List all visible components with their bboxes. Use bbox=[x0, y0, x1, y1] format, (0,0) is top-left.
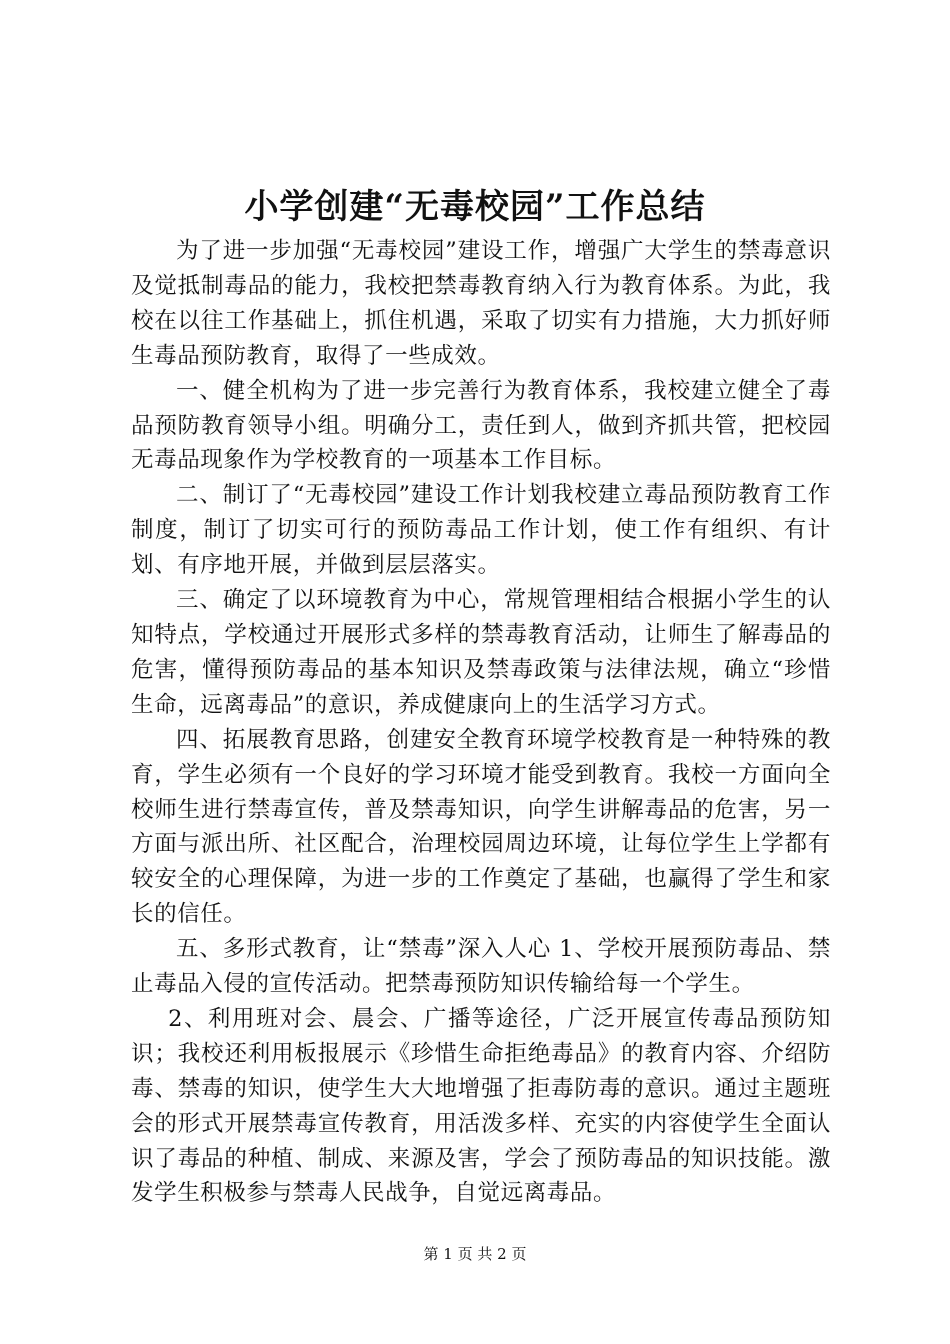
paragraph-section-4: 四、拓展教育思路，创建安全教育环境学校教育是一种特殊的教育，学生必须有一个良好的学习环境才能受到教育。我校一方面向全校师生进行禁毒宣传，普及禁毒知识，向学生讲解毒品的危害，另一方面与派出所、社区配合，治理校园周边环境，让每位学生上学都有较安全的心理保障，为进一步的工作奠定了基础，也赢得了学生和家长的信任。 bbox=[131, 726, 831, 928]
document-body bbox=[131, 234, 831, 1211]
document-title: 小学创建“无毒校园”工作总结 bbox=[244, 187, 706, 227]
page-footer: 第 1 页 共 2 页 bbox=[423, 1245, 527, 1263]
paragraph-intro: 为了进一步加强“无毒校园”建设工作，增强广大学生的禁毒意识及觉抵制毒品的能力，我校把禁毒教育纳入行为教育体系。为此，我校在以往工作基础上，抓住机遇，采取了切实有力措施，大力抓好师生毒品预防教育，取得了一些成效。 bbox=[131, 238, 831, 369]
paragraph-item-2: 2、利用班对会、晨会、广播等途径，广泛开展宣传毒品预防知识；我校还利用板报展示《珍惜生命拒绝毒品》的教育内容、介绍防毒、禁毒的知识，使学生大大地增强了拒毒防毒的意识。通过主题班会的形式开展禁毒宣传教育，用活泼多样、充实的内容使学生全面认识了毒品的种植、制成、来源及害，学会了预防毒品的知识技能。激发学生积极参与禁毒人民战争，自觉远离毒品。 bbox=[131, 1005, 831, 1207]
paragraph-section-1: 一、健全机构为了进一步完善行为教育体系，我校建立健全了毒品预防教育领导小组。明确分工，责任到人，做到齐抓共管，把校园无毒品现象作为学校教育的一项基本工作目标。 bbox=[131, 377, 831, 474]
paragraph-section-3: 三、确定了以环境教育为中心，常规管理相结合根据小学生的认知特点，学校通过开展形式多样的禁毒教育活动，让师生了解毒品的危害，懂得预防毒品的基本知识及禁毒政策与法律法规，确立“珍惜生命，远离毒品”的意识，养成健康向上的生活学习方式。 bbox=[131, 587, 831, 718]
paragraph-section-5: 五、多形式教育，让“禁毒”深入人心 1、学校开展预防毒品、禁止毒品入侵的宣传活动。把禁毒预防知识传输给每一个学生。 bbox=[131, 936, 831, 998]
paragraph-section-2: 二、制订了“无毒校园”建设工作计划我校建立毒品预防教育工作制度，制订了切实可行的预防毒品工作计划，使工作有组织、有计划、有序地开展，并做到层层落实。 bbox=[131, 482, 831, 579]
